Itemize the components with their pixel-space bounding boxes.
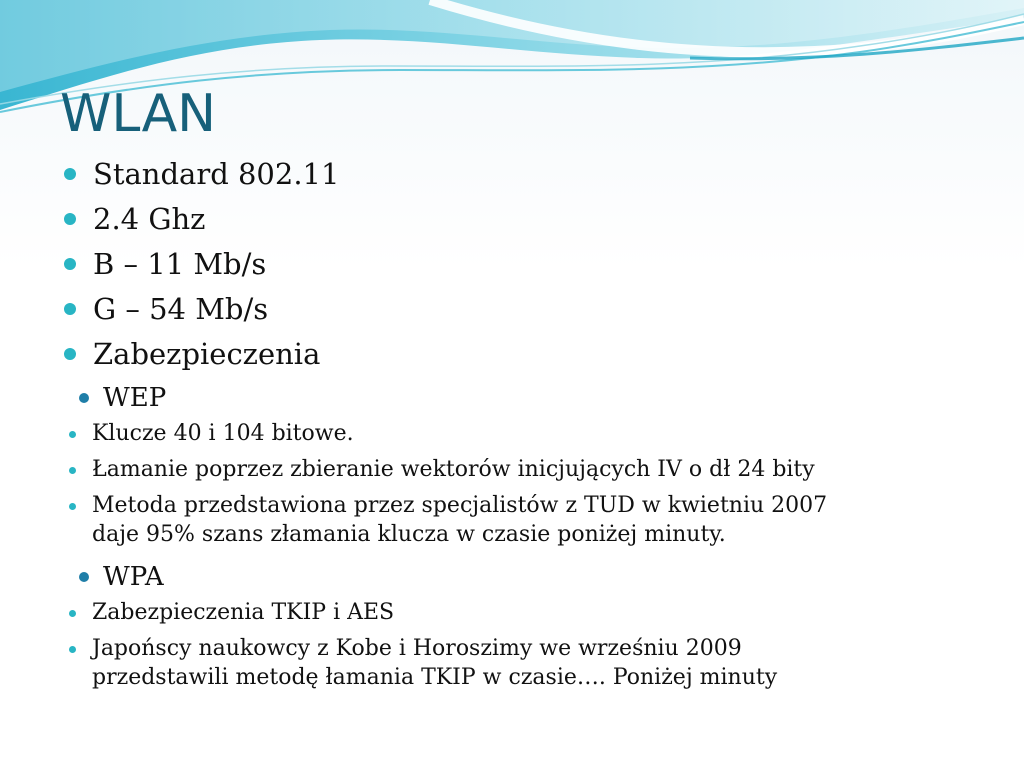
bullet-text: B – 11 Mb/s xyxy=(93,247,267,281)
bullet-list-level3-wep xyxy=(64,419,962,549)
detail-bullet-item xyxy=(64,634,812,692)
bullet-dot-icon xyxy=(64,303,76,315)
bullet-item xyxy=(62,197,962,242)
bullet-list-level1 xyxy=(62,152,962,377)
bullet-text: 2.4 Ghz xyxy=(93,202,206,236)
bullet-dot-icon xyxy=(64,348,76,360)
detail-bullet-item xyxy=(64,419,962,448)
bullet-dot-icon xyxy=(79,572,89,582)
bullet-content xyxy=(62,152,962,699)
bullet-dot-icon xyxy=(69,646,76,653)
bullet-list-level2 xyxy=(75,556,962,598)
bullet-dot-icon xyxy=(64,258,76,270)
bullet-dot-icon xyxy=(69,610,76,617)
bullet-item xyxy=(62,287,962,332)
bullet-text: Standard 802.11 xyxy=(93,157,340,191)
sub-bullet-text: WEP xyxy=(103,383,167,413)
bullet-item-zabezpieczenia xyxy=(62,332,962,377)
detail-bullet-text: Japońscy naukowcy z Kobe i Horoszimy we wrześniu 2009 przedstawili metodę łamania TKIP w czasie…. Poniżej minuty xyxy=(92,636,778,690)
sub-bullet-text: WPA xyxy=(103,562,164,592)
bullet-list-level2 xyxy=(75,377,962,419)
bullet-dot-icon xyxy=(69,431,76,438)
detail-bullet-item xyxy=(64,491,852,549)
detail-bullet-text: Zabezpieczenia TKIP i AES xyxy=(92,600,395,625)
detail-bullet-text: Łamanie poprzez zbieranie wektorów inicjujących IV o dł 24 bity xyxy=(92,457,815,482)
bullet-dot-icon xyxy=(64,168,76,180)
slide-title: WLAN xyxy=(60,84,217,144)
bullet-dot-icon xyxy=(69,467,76,474)
sub-bullet-item-wep xyxy=(75,377,962,419)
detail-bullet-text: Metoda przedstawiona przez specjalistów z TUD w kwietniu 2007 daje 95% szans złamania klucza w czasie poniżej minuty. xyxy=(92,493,828,547)
detail-bullet-text: Klucze 40 i 104 bitowe. xyxy=(92,421,354,446)
detail-bullet-item xyxy=(64,455,962,484)
bullet-text: Zabezpieczenia xyxy=(93,337,321,371)
bullet-item xyxy=(62,152,962,197)
sub-bullet-item-wpa xyxy=(75,556,962,598)
bullet-text: G – 54 Mb/s xyxy=(93,292,269,326)
bullet-dot-icon xyxy=(79,393,89,403)
detail-bullet-item xyxy=(64,598,962,627)
bullet-dot-icon xyxy=(64,213,76,225)
bullet-item xyxy=(62,242,962,287)
bullet-dot-icon xyxy=(69,503,76,510)
bullet-list-level3-wpa xyxy=(64,598,962,692)
